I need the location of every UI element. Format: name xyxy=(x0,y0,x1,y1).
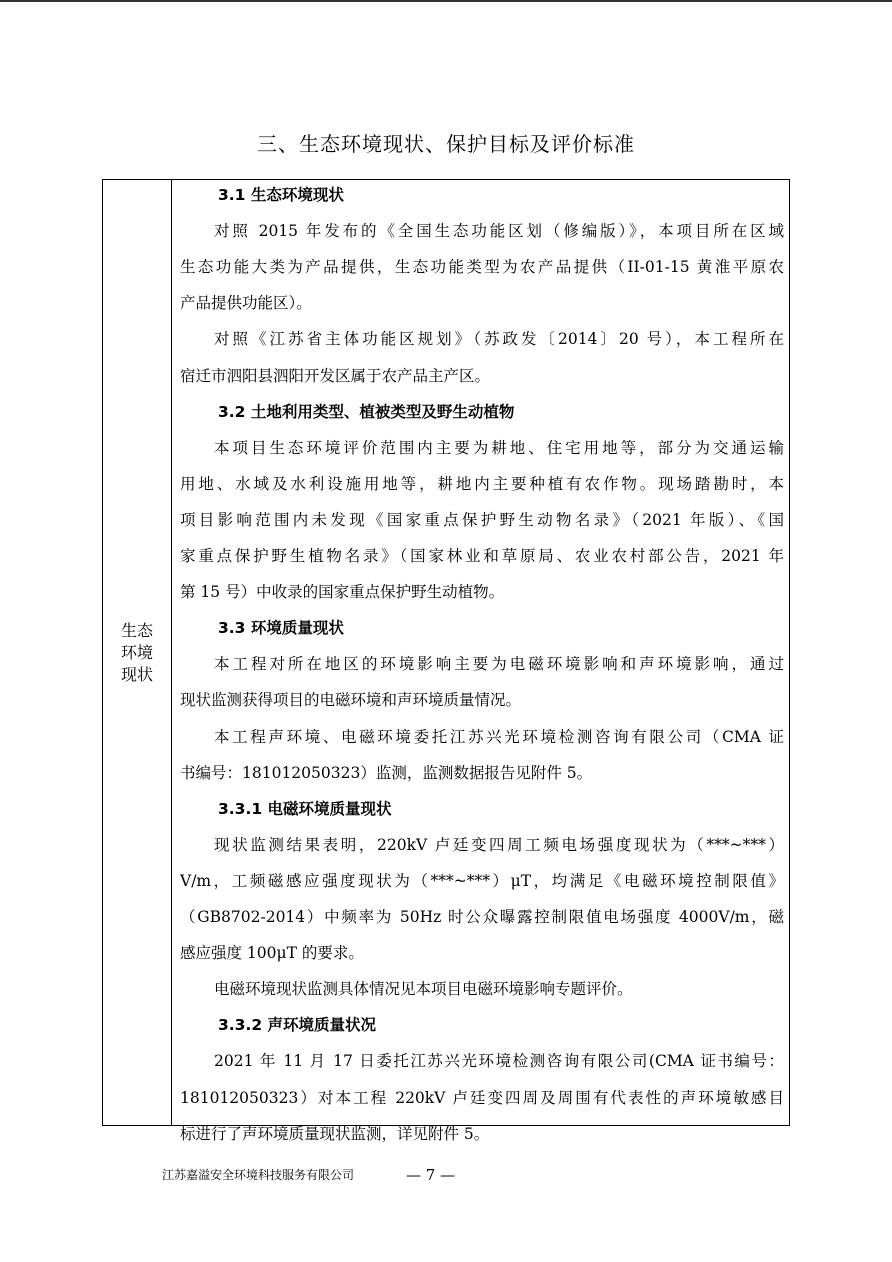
row-label-line: 环境 xyxy=(120,643,153,662)
section-heading: 3.2 土地利用类型、植被类型及野生动植物 xyxy=(218,402,515,421)
paragraph-line: （GB8702-2014）中频率为 50Hz 时公众曝露控制限值电场强度 4000V/m，磁 xyxy=(180,908,784,926)
paragraph-line: 2021 年 11 月 17 日委托江苏兴光环境检测咨询有限公司(CMA 证书编号： xyxy=(214,1052,784,1071)
row-label xyxy=(103,620,171,686)
paragraph-line: 项目影响范围内未发现《国家重点保护野生动物名录》（2021 年版）、《国 xyxy=(180,510,784,529)
section-heading: 3.3.1 电磁环境质量现状 xyxy=(218,799,392,818)
paragraph-line: 电磁环境现状监测具体情况见本项目电磁环境影响专题评价。 xyxy=(214,980,633,999)
paragraph-line: 本项目生态环境评价范围内主要为耕地、住宅用地等，部分为交通运输 xyxy=(214,438,784,457)
content-table xyxy=(102,179,790,1143)
page-number: — 7 — xyxy=(406,1166,456,1184)
paragraph-line: 第 15 号）中收录的国家重点保护野生动植物。 xyxy=(180,583,505,602)
row-label-line: 现状 xyxy=(120,665,153,684)
paragraph-line: 对照《江苏省主体功能区规划》（苏政发〔2014〕20 号），本工程所在 xyxy=(214,330,784,349)
top-border-rule xyxy=(0,0,892,2)
paragraph-line: 标进行了声环境质量现状监测，详见附件 5。 xyxy=(180,1124,490,1143)
paragraph-line: 本工程声环境、电磁环境委托江苏兴光环境检测咨询有限公司（CMA 证 xyxy=(214,727,784,746)
paragraph-line: 产品提供功能区）。 xyxy=(180,294,312,313)
section-heading: 3.3.2 声环境质量状况 xyxy=(218,1016,377,1035)
paragraph-line: 感应强度 100μT 的要求。 xyxy=(180,944,364,963)
paragraph-line: V/m，工频磁感应强度现状为（***~***）μT，均满足《电磁环境控制限值》 xyxy=(180,871,784,890)
page-title: 三、生态环境现状、保护目标及评价标准 xyxy=(257,132,635,156)
section-heading: 3.1 生态环境现状 xyxy=(218,186,344,204)
row-label-line: 生态 xyxy=(120,621,153,640)
section-heading: 3.3 环境质量现状 xyxy=(218,619,344,638)
paragraph-line: 宿迁市泗阳县泗阳开发区属于农产品主产区。 xyxy=(180,366,491,385)
paragraph-line: 现状监测获得项目的电磁环境和声环境质量情况。 xyxy=(180,691,522,710)
column-divider xyxy=(171,180,172,1125)
paragraph-line: 现状监测结果表明，220kV 卢廷变四周工频电场强度现状为（***~***） xyxy=(214,835,784,854)
paragraph-line: 书编号：181012050323）监测，监测数据报告见附件 5。 xyxy=(180,763,593,782)
paragraph-line: 生态功能大类为产品提供，生态功能类型为农产品提供（II-01-15 黄淮平原农 xyxy=(180,258,784,277)
paragraph-line: 用地、水域及水利设施用地等，耕地内主要种植有农作物。现场踏勘时，本 xyxy=(180,474,784,493)
paragraph-line: 本工程对所在地区的环境影响主要为电磁环境影响和声环境影响，通过 xyxy=(214,655,784,674)
paragraph-line: 家重点保护野生植物名录》（国家林业和草原局、农业农村部公告，2021 年 xyxy=(180,547,784,565)
paragraph-line: 181012050323）对本工程 220kV 卢廷变四周及周围有代表性的声环境敏感目 xyxy=(180,1088,784,1107)
footer-company: 江苏嘉溢安全环境科技服务有限公司 xyxy=(162,1168,355,1182)
paragraph-line: 对照 2015 年发布的《全国生态功能区划（修编版）》，本项目所在区域 xyxy=(214,222,784,241)
